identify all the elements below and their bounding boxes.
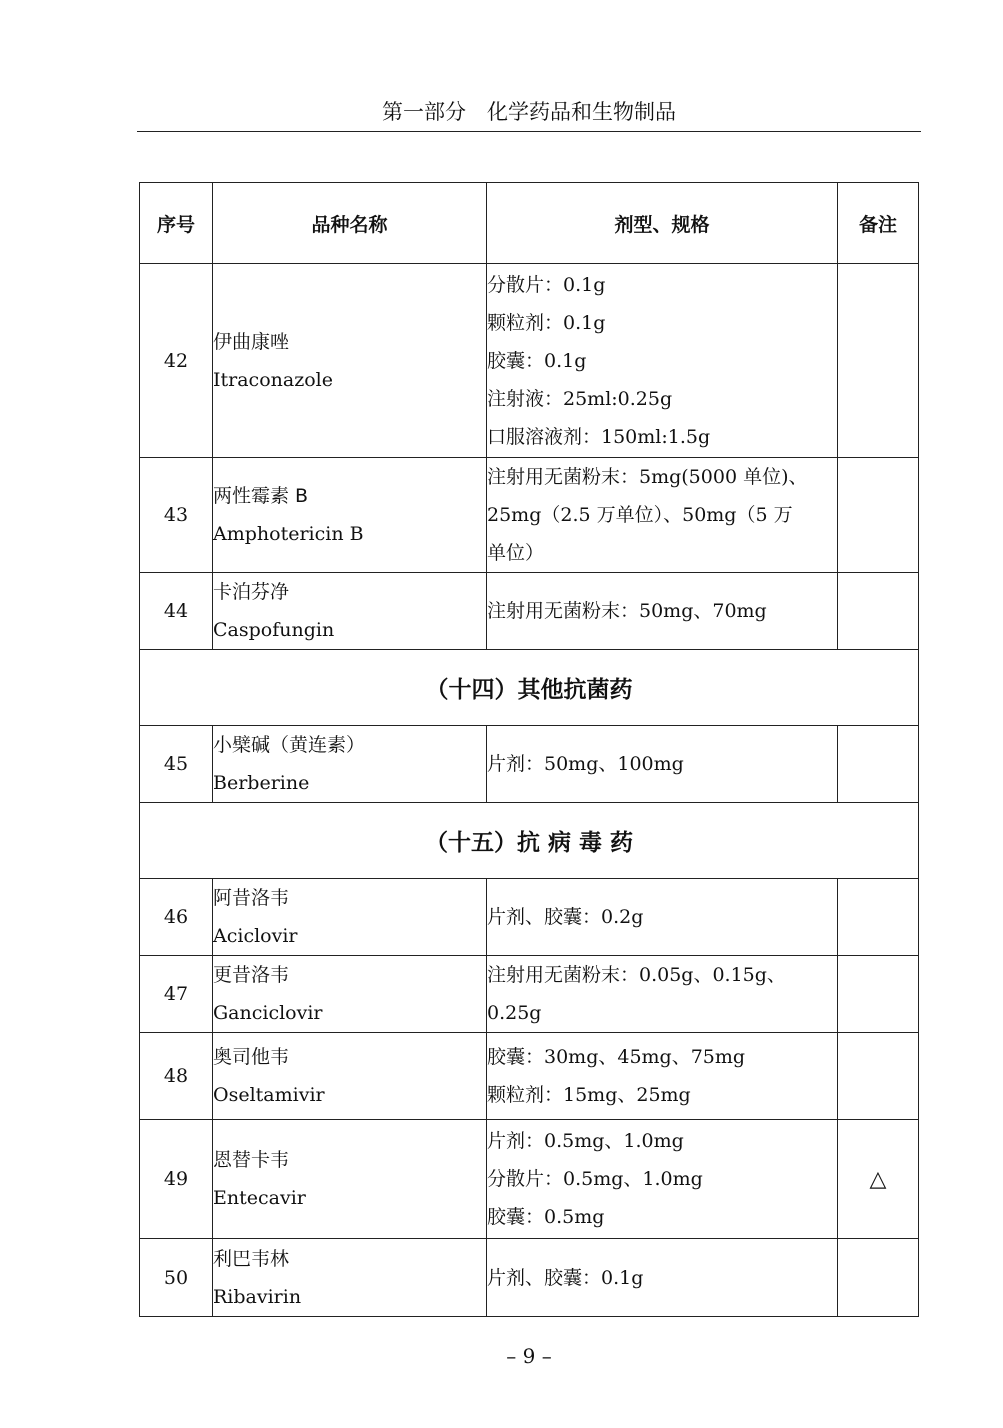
note-cell bbox=[838, 879, 919, 956]
dosage-spec-line: 单位） bbox=[487, 542, 545, 564]
page-number: – 9 – bbox=[506, 1344, 552, 1368]
drug-name-cell bbox=[213, 1033, 487, 1120]
row-number: 47 bbox=[140, 956, 213, 1033]
dosage-spec-line: 25mg（2.5 万单位）、50mg（5 万 bbox=[487, 504, 793, 526]
column-header-note: 备注 bbox=[838, 183, 919, 264]
dosage-spec-line: 分散片：0.5mg、1.0mg bbox=[487, 1168, 703, 1190]
drug-name-cell bbox=[213, 573, 487, 650]
dosage-spec-line: 胶囊：30mg、45mg、75mg bbox=[487, 1046, 746, 1068]
row-number: 45 bbox=[140, 726, 213, 803]
table-row bbox=[140, 1239, 919, 1317]
note-cell: △ bbox=[838, 1120, 919, 1239]
table-row bbox=[140, 956, 919, 1033]
dosage-spec-line: 片剂、胶囊：0.2g bbox=[487, 906, 644, 928]
drug-name-cell bbox=[213, 726, 487, 803]
table-row bbox=[140, 458, 919, 573]
drug-name-cn: 更昔洛韦 bbox=[213, 964, 290, 986]
dosage-spec-line: 颗粒剂：15mg、25mg bbox=[487, 1084, 691, 1106]
dosage-spec-line: 胶囊：0.5mg bbox=[487, 1206, 605, 1228]
table-body bbox=[140, 264, 919, 1317]
note-cell bbox=[838, 956, 919, 1033]
note-cell bbox=[838, 1239, 919, 1317]
drug-name-en: Ribavirin bbox=[213, 1285, 302, 1308]
drug-name-en: Oseltamivir bbox=[213, 1084, 325, 1106]
row-number: 46 bbox=[140, 879, 213, 956]
section-row bbox=[140, 803, 919, 879]
table-row bbox=[140, 264, 919, 458]
page-header-title: 第一部分 化学药品和生物制品 bbox=[382, 100, 676, 124]
drug-name-cell bbox=[213, 879, 487, 956]
drug-name-cn: 恩替卡韦 bbox=[213, 1149, 290, 1171]
note-cell bbox=[838, 726, 919, 803]
dosage-spec-line: 注射用无菌粉末：5mg(5000 单位)、 bbox=[487, 466, 808, 488]
dosage-spec-cell bbox=[487, 879, 838, 956]
dosage-spec-cell bbox=[487, 956, 838, 1033]
row-number: 43 bbox=[140, 458, 213, 573]
dosage-spec-line: 注射液：25ml:0.25g bbox=[487, 387, 673, 410]
dosage-spec-line: 片剂：50mg、100mg bbox=[487, 753, 684, 775]
drug-name-cell bbox=[213, 458, 487, 573]
dosage-spec-cell bbox=[487, 264, 838, 458]
dosage-spec-cell bbox=[487, 573, 838, 650]
drug-name-cn: 卡泊芬净 bbox=[213, 581, 290, 603]
drug-name-en: Entecavir bbox=[213, 1187, 306, 1209]
column-header-number: 序号 bbox=[140, 183, 213, 264]
dosage-spec-line: 注射用无菌粉末：50mg、70mg bbox=[487, 600, 767, 622]
dosage-spec-line: 片剂、胶囊：0.1g bbox=[487, 1266, 644, 1289]
drug-name-cn: 两性霉素 B bbox=[213, 485, 309, 507]
dosage-spec-line: 分散片：0.1g bbox=[487, 273, 606, 296]
drug-name-cn: 奥司他韦 bbox=[213, 1046, 290, 1068]
note-cell bbox=[838, 458, 919, 573]
note-cell bbox=[838, 1033, 919, 1120]
table-row bbox=[140, 1033, 919, 1120]
drug-name-cn: 伊曲康唑 bbox=[213, 330, 290, 353]
column-header-spec: 剂型、规格 bbox=[487, 183, 838, 264]
drug-name-en: Berberine bbox=[213, 772, 310, 794]
drug-name-en: Aciclovir bbox=[213, 925, 298, 947]
drug-name-cn: 利巴韦林 bbox=[213, 1247, 290, 1270]
note-cell bbox=[838, 264, 919, 458]
drug-name-cn: 小檗碱（黄连素） bbox=[213, 734, 366, 756]
drug-name-en: Caspofungin bbox=[213, 619, 335, 641]
dosage-spec-line: 片剂：0.5mg、1.0mg bbox=[487, 1130, 684, 1152]
drug-name-cell bbox=[213, 956, 487, 1033]
table-row bbox=[140, 1120, 919, 1239]
dosage-spec-line: 颗粒剂：0.1g bbox=[487, 311, 606, 334]
row-number: 44 bbox=[140, 573, 213, 650]
dosage-spec-cell bbox=[487, 726, 838, 803]
dosage-spec-line: 胶囊：0.1g bbox=[487, 349, 587, 372]
table-row bbox=[140, 726, 919, 803]
drug-name-cell bbox=[213, 1120, 487, 1239]
note-cell bbox=[838, 573, 919, 650]
section-row bbox=[140, 650, 919, 726]
drug-name-en: Ganciclovir bbox=[213, 1002, 323, 1024]
table-row bbox=[140, 573, 919, 650]
drug-name-en: Amphotericin B bbox=[213, 523, 364, 545]
row-number: 42 bbox=[140, 264, 213, 458]
table-header-row bbox=[140, 183, 919, 264]
dosage-spec-cell bbox=[487, 1239, 838, 1317]
table-row bbox=[140, 879, 919, 956]
section-title: （十五）抗 病 毒 药 bbox=[140, 803, 919, 879]
drug-name-cell bbox=[213, 1239, 487, 1317]
column-header-name: 品种名称 bbox=[213, 183, 487, 264]
dosage-spec-cell bbox=[487, 458, 838, 573]
dosage-spec-cell bbox=[487, 1120, 838, 1239]
dosage-spec-line: 注射用无菌粉末：0.05g、0.15g、 bbox=[487, 964, 786, 986]
row-number: 50 bbox=[140, 1239, 213, 1317]
row-number: 48 bbox=[140, 1033, 213, 1120]
row-number: 49 bbox=[140, 1120, 213, 1239]
drug-name-en: Itraconazole bbox=[213, 368, 333, 391]
dosage-spec-line: 口服溶液剂：150ml:1.5g bbox=[487, 425, 711, 448]
drug-table bbox=[139, 182, 919, 1317]
section-title: （十四）其他抗菌药 bbox=[140, 650, 919, 726]
header-divider bbox=[137, 131, 921, 132]
drug-name-cell bbox=[213, 264, 487, 458]
dosage-spec-cell bbox=[487, 1033, 838, 1120]
dosage-spec-line: 0.25g bbox=[487, 1002, 542, 1024]
drug-name-cn: 阿昔洛韦 bbox=[213, 887, 290, 909]
